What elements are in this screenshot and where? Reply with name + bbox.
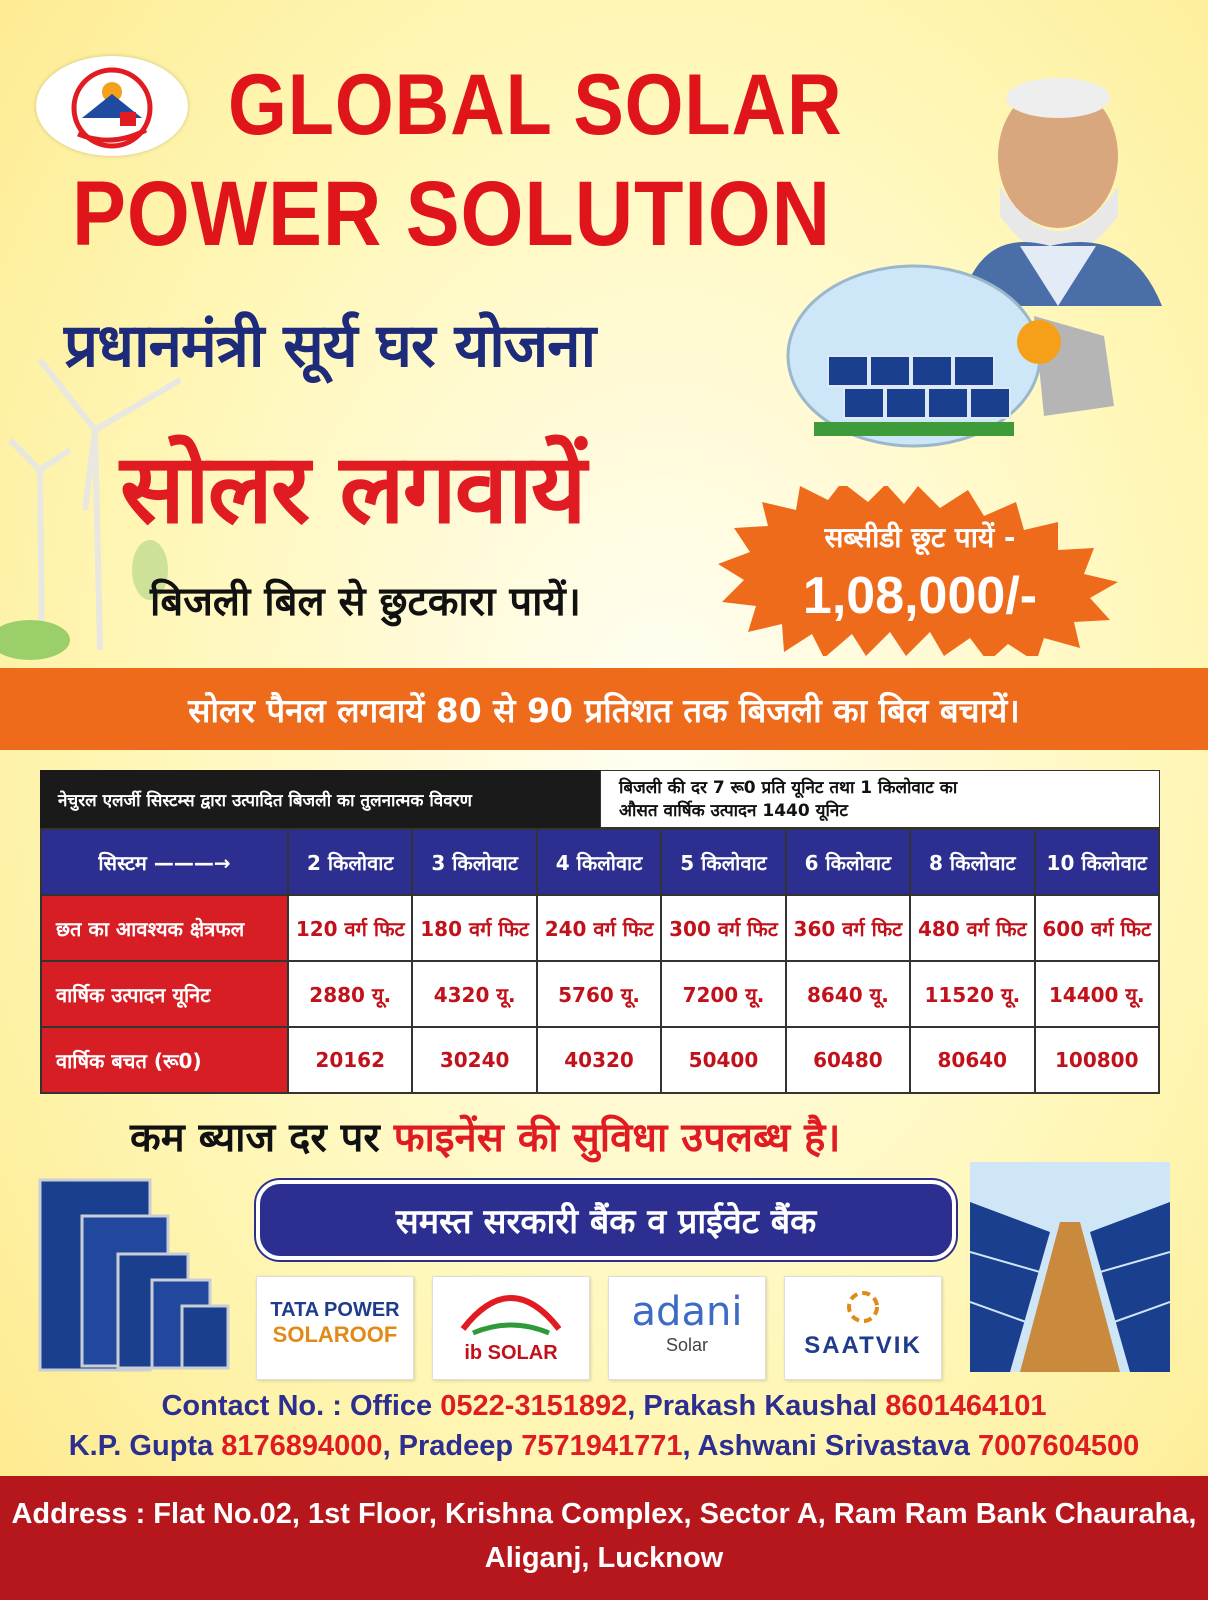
ib-solar-logo [432,1276,590,1380]
table-cell: 7200 यू. [661,961,785,1027]
table-cell: 480 वर्ग फिट [910,895,1034,961]
table-row [41,1027,1159,1093]
column-header: 3 किलोवाट [412,829,536,895]
finance-line [130,1108,840,1163]
solar-farm-icon [970,1162,1170,1372]
brand-title-line2: POWER SOLUTION [72,163,831,265]
contact-phone: 8601464101 [885,1390,1047,1422]
company-logo [36,56,188,156]
table-cell: 80640 [910,1027,1034,1093]
table-cell: 360 वर्ग फिट [786,895,910,961]
column-header: 4 किलोवाट [537,829,661,895]
table-cell: 14400 यू. [1035,961,1159,1027]
address-line2: Aliganj, Lucknow [484,1542,724,1574]
office-phone: 0522-3151892 [440,1390,628,1422]
savings-banner [0,668,1208,750]
table-cell: 40320 [537,1027,661,1093]
solar-bulb-icon [784,256,1132,452]
table-cell: 5760 यू. [537,961,661,1027]
system-column-header: सिस्टम ———→ [41,829,288,895]
comparison-note-line2: औसत वार्षिक उत्पादन 1440 यूनिट [619,800,848,821]
banks-pill [256,1180,956,1260]
ib-sun-icon [433,1277,589,1337]
row-header: छत का आवश्यक क्षेत्रफल [41,895,288,961]
table-cell: 100800 [1035,1027,1159,1093]
tagline: बिजली बिल से छुटकारा पायें। [150,579,581,625]
comparison-section [40,770,1160,1094]
contact-name: , Ashwani Srivastava [682,1430,970,1462]
column-header: 8 किलोवाट [910,829,1034,895]
saatvik-text: SAATVIK [804,1332,922,1359]
table-cell: 11520 यू. [910,961,1034,1027]
savings-banner-text: सोलर पैनल लगवायें 80 से 90 प्रतिशत तक बिजली का बिल बचायें। [188,690,1020,730]
contact-phone: 7571941771 [521,1430,683,1462]
tata-line2: SOLAROOF [272,1322,398,1347]
adani-line2: Solar [665,1335,709,1355]
table-cell: 600 वर्ग फिट [1035,895,1159,961]
headline: सोलर लगवायें [120,433,585,545]
table-cell: 8640 यू. [786,961,910,1027]
comparison-table [40,828,1160,1094]
column-header: 10 किलोवाट [1035,829,1159,895]
address-line1: Address : Flat No.02, 1st Floor, Krishna Complex, Sector A, Ram Ram Bank Chauraha, [11,1498,1197,1530]
finance-part2: फाइनेंस की सुविधा उपलब्ध है। [393,1115,841,1161]
scheme-title: प्रधानमंत्री सूर्य घर योजना [64,311,596,381]
table-row [41,895,1159,961]
table-row [41,961,1159,1027]
table-cell: 50400 [661,1027,785,1093]
comparison-header [40,770,1160,828]
brand-title-line1: GLOBAL SOLAR [228,57,843,153]
table-cell: 20162 [288,1027,412,1093]
table-cell: 4320 यू. [412,961,536,1027]
finance-part1: कम ब्याज दर पर [130,1115,380,1161]
ib-text: ib SOLAR [464,1342,558,1364]
contact-name: K.P. Gupta [68,1430,214,1462]
column-header: 5 किलोवाट [661,829,785,895]
column-header: 2 किलोवाट [288,829,412,895]
comparison-note-line1: बिजली की दर 7 रू0 प्रति यूनिट तथा 1 किलोवाट का [619,778,958,798]
table-cell: 30240 [412,1027,536,1093]
subsidy-label: सब्सीडी छूट पायें - [824,521,1016,554]
comparison-note [600,770,1160,828]
address-footer [0,1476,1208,1600]
banks-text: समस्त सरकारी बैंक व प्राईवेट बैंक [395,1202,817,1242]
comparison-title: नेचुरल एलर्जी सिस्टम्स द्वारा उत्पादित बिजली का तुलनात्मक विवरण [40,770,600,828]
contact-phone: 8176894000 [221,1430,383,1462]
saatvik-logo [784,1276,942,1380]
adani-line1: adani [631,1289,743,1335]
subsidy-amount: 1,08,000/- [802,567,1038,625]
table-cell: 120 वर्ग फिट [288,895,412,961]
adani-solar-logo [608,1276,766,1380]
table-cell: 300 वर्ग फिट [661,895,785,961]
table-header-row [41,829,1159,895]
table-cell: 180 वर्ग फिट [412,895,536,961]
saatvik-emblem-icon [785,1277,941,1327]
solar-panels-icon [36,1176,236,1376]
contact-name: , Prakash Kaushal [627,1390,878,1422]
sun-house-logo-icon [36,56,188,156]
contact-label: Contact No. : Office [161,1390,433,1422]
table-cell: 60480 [786,1027,910,1093]
row-header: वार्षिक उत्पादन यूनिट [41,961,288,1027]
contact-line2 [0,1430,1208,1463]
table-cell: 240 वर्ग फिट [537,895,661,961]
tata-line1: TATA POWER [270,1299,400,1321]
contact-phone: 7007604500 [978,1430,1140,1462]
tata-power-logo [256,1276,414,1380]
contact-name: , Pradeep [382,1430,514,1462]
column-header: 6 किलोवाट [786,829,910,895]
table-cell: 2880 यू. [288,961,412,1027]
row-header: वार्षिक बचत (रू0) [41,1027,288,1093]
contact-line1 [0,1390,1208,1423]
